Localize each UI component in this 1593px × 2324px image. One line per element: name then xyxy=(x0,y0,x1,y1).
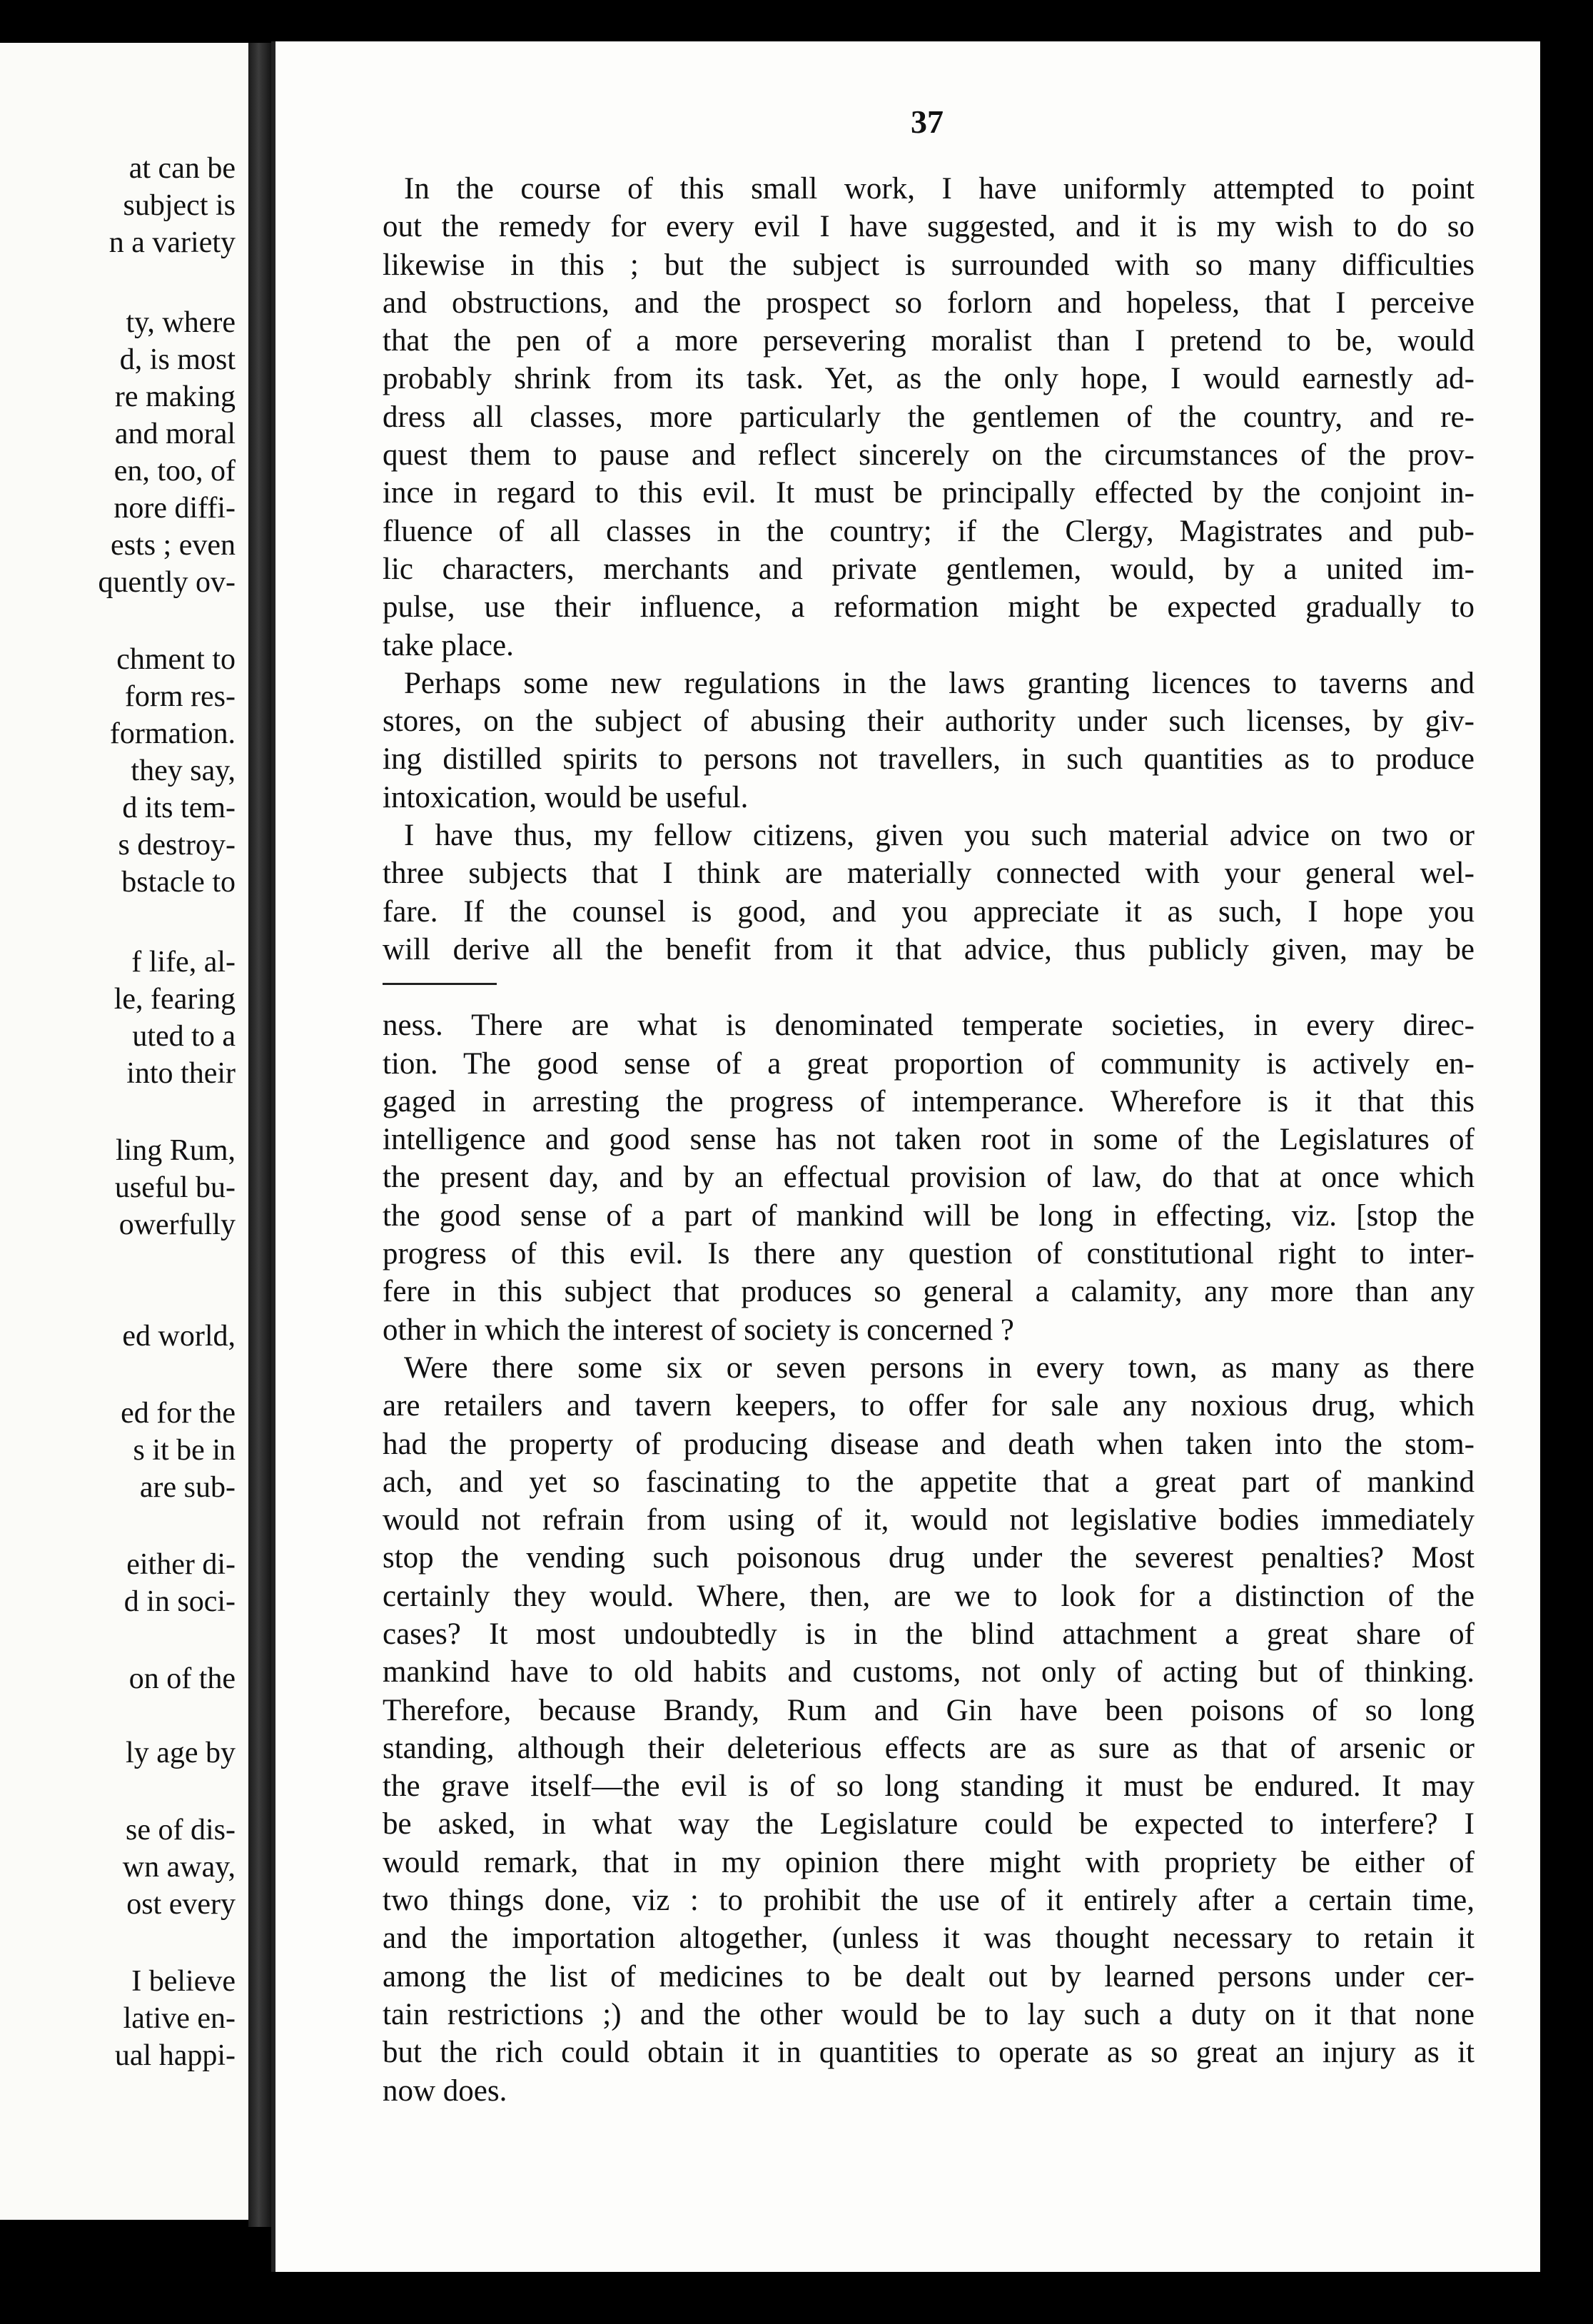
left-page-line: lative en- xyxy=(123,2002,236,2035)
left-page-line: ly age by xyxy=(126,1737,236,1769)
text-line: certainly they would. Where, then, are we to look for a distinction of the xyxy=(383,1579,1475,1613)
left-page-line: ty, where xyxy=(126,306,236,339)
left-page-line: d, is most xyxy=(119,343,236,376)
left-page-line: useful bu- xyxy=(114,1171,236,1204)
text-line: cases? It most undoubtedly is in the blind attachment a great share of xyxy=(383,1617,1475,1651)
left-page-line: en, too, of xyxy=(113,455,236,487)
left-page-line: and moral xyxy=(114,418,236,450)
left-page-line: on of the xyxy=(128,1662,236,1695)
left-page-line: at can be xyxy=(128,152,236,185)
text-line: now does. xyxy=(383,2073,507,2108)
text-line: likewise in this ; but the subject is surrounded with so many difficulties xyxy=(383,248,1475,282)
left-page-line: ed for the xyxy=(121,1397,236,1430)
left-page-line: I believe xyxy=(131,1965,236,1998)
text-line: fluence of all classes in the country; if the Clergy, Magistrates and pub- xyxy=(383,514,1475,548)
text-line: intoxication, would be useful. xyxy=(383,780,749,814)
text-line: that the pen of a more persevering moralist than I pretend to be, would xyxy=(383,324,1475,358)
text-line: Perhaps some new regulations in the laws granting licences to taverns and xyxy=(404,666,1475,700)
text-line: take place. xyxy=(383,628,514,662)
left-page xyxy=(0,43,248,2220)
left-page-line: into their xyxy=(126,1057,236,1090)
footnote-rule xyxy=(383,983,497,985)
left-page-line: wn away, xyxy=(122,1851,236,1884)
text-line: probably shrink from its task. Yet, as the only hope, I would earnestly ad- xyxy=(383,362,1475,396)
text-line: dress all classes, more particularly the gentlemen of the country, and re- xyxy=(383,400,1475,434)
left-page-line: chment to xyxy=(116,643,236,676)
text-line: would not refrain from using of it, would not legislative bodies immediately xyxy=(383,1503,1475,1537)
left-page-line: f life, al- xyxy=(131,946,236,979)
text-line: gaged in arresting the progress of intemperance. Wherefore is it that this xyxy=(383,1084,1475,1118)
left-page-line: quently ov- xyxy=(98,566,236,599)
left-page-line: owerfully xyxy=(118,1208,236,1241)
text-line: Were there some six or seven persons in every town, as many as there xyxy=(404,1350,1475,1385)
text-line: two things done, viz : to prohibit the use of it entirely after a certain time, xyxy=(383,1884,1475,1918)
left-page-line: ost every xyxy=(126,1888,236,1921)
book-spine xyxy=(248,43,271,2227)
left-page-line: form res- xyxy=(124,680,236,713)
text-line: fere in this subject that produces so general a calamity, any more than any xyxy=(383,1275,1475,1309)
left-page-line: d in soci- xyxy=(123,1585,236,1618)
text-line: Therefore, because Brandy, Rum and Gin have been poisons of so long xyxy=(383,1693,1475,1727)
paragraph xyxy=(383,665,1475,817)
text-line: stop the vending such poisonous drug under the severest penalties? Most xyxy=(383,1541,1475,1575)
text-line: tion. The good sense of a great proportion of community is actively en- xyxy=(383,1046,1475,1081)
left-page-line: d its tem- xyxy=(122,792,236,824)
text-line: be asked, in what way the Legislature could be expected to interfere? I xyxy=(383,1807,1475,1841)
left-page-line: uted to a xyxy=(132,1020,236,1053)
paragraph xyxy=(383,170,1475,665)
text-line: but the rich could obtain it in quantities to operate as so great an injury as it xyxy=(383,2036,1475,2070)
text-line: ach, and yet so fascinating to the appetite that a great part of mankind xyxy=(383,1465,1475,1499)
text-line: mankind have to old habits and customs, not only of acting but of thinking. xyxy=(383,1655,1475,1689)
text-line: ness. There are what is denominated temperate societies, in every direc- xyxy=(383,1009,1475,1043)
left-page-line: either di- xyxy=(126,1548,236,1581)
text-line: quest them to pause and reflect sincerely on the circumstances of the prov- xyxy=(383,438,1475,473)
left-page-line: they say, xyxy=(131,754,236,787)
right-page xyxy=(271,41,1540,2272)
text-line: standing, although their deleterious effects are as sure as that of arsenic or xyxy=(383,1731,1475,1765)
text-line: among the list of medicines to be dealt out by learned persons under cer- xyxy=(383,1959,1475,1994)
text-line: progress of this evil. Is there any question of constitutional right to inter- xyxy=(383,1237,1475,1271)
text-line: would remark, that in my opinion there might with propriety be either of xyxy=(383,1845,1475,1879)
text-line: and the importation altogether, (unless it was thought necessary to retain it xyxy=(383,1921,1475,1956)
paragraph xyxy=(383,817,1475,969)
text-line: lic characters, merchants and private gentlemen, would, by a united im- xyxy=(383,552,1475,586)
left-page-line: formation. xyxy=(109,717,236,750)
left-page-line: le, fearing xyxy=(113,983,236,1016)
left-page-line: ed world, xyxy=(122,1320,236,1353)
footnote-paragraph xyxy=(383,1006,1475,1349)
text-line: pulse, use their influence, a reformation might be expected gradually to xyxy=(383,590,1475,625)
text-line: the good sense of a part of mankind will be long in effecting, viz. [stop the xyxy=(383,1198,1475,1233)
left-page-line: ling Rum, xyxy=(115,1134,236,1167)
text-line: In the course of this small work, I have uniformly attempted to point xyxy=(404,172,1475,206)
left-page-line: s destroy- xyxy=(118,829,236,862)
text-line: three subjects that I think are materially connected with your general wel- xyxy=(383,857,1475,891)
text-line: the present day, and by an effectual provision of law, do that at once which xyxy=(383,1161,1475,1195)
text-line: ing distilled spirits to persons not travellers, in such quantities as to produce xyxy=(383,742,1475,777)
text-line: ince in regard to this evil. It must be principally effected by the conjoint in- xyxy=(383,476,1475,510)
left-page-line: bstacle to xyxy=(121,866,236,899)
page-number: 37 xyxy=(911,103,944,140)
text-line: fare. If the counsel is good, and you appreciate it as such, I hope you xyxy=(383,894,1475,929)
text-line: other in which the interest of society is concerned ? xyxy=(383,1313,1014,1347)
left-page-line: ual happi- xyxy=(114,2039,236,2072)
text-line: had the property of producing disease and death when taken into the stom- xyxy=(383,1427,1475,1461)
left-page-line: s it be in xyxy=(133,1434,236,1467)
text-line: out the remedy for every evil I have suggested, and it is my wish to do so xyxy=(383,210,1475,244)
text-line: and obstructions, and the prospect so forlorn and hopeless, that I perceive xyxy=(383,286,1475,320)
left-page-line: ests ; even xyxy=(111,529,236,562)
left-page-line: n a variety xyxy=(108,226,236,259)
text-line: intelligence and good sense has not taken root in some of the Legislatures of xyxy=(383,1123,1475,1157)
text-line: are retailers and tavern keepers, to offer for sale any noxious drug, which xyxy=(383,1389,1475,1423)
main-text xyxy=(383,170,1475,2110)
left-page-line: are sub- xyxy=(139,1471,236,1504)
text-line: I have thus, my fellow citizens, given you such material advice on two or xyxy=(404,819,1475,853)
left-page-line: re making xyxy=(114,380,236,413)
left-page-line: se of dis- xyxy=(126,1814,236,1846)
left-page-line: subject is xyxy=(123,189,236,222)
text-line: will derive all the benefit from it that advice, thus publicly given, may be xyxy=(383,932,1475,966)
left-page-line: nore diffi- xyxy=(113,492,236,525)
text-line: tain restrictions ;) and the other would be to lay such a duty on it that none xyxy=(383,1997,1475,2031)
footnote-paragraph xyxy=(383,1349,1475,2110)
text-line: the grave itself—the evil is of so long standing it must be endured. It may xyxy=(383,1769,1475,1804)
text-line: stores, on the subject of abusing their authority under such licenses, by giv- xyxy=(383,704,1475,739)
